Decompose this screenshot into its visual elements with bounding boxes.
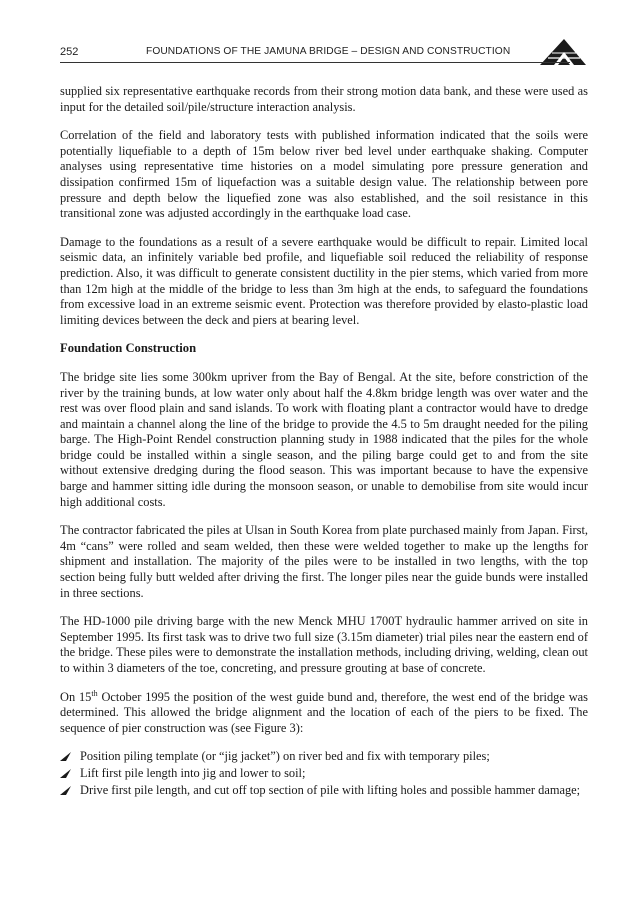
- arrow-bullet-icon: [60, 752, 72, 762]
- arrow-bullet-icon: [60, 786, 72, 796]
- paragraph: Damage to the foundations as a result of a severe earthquake would be difficult to repair. Limited local seismic data, an infinitely variable bed profile, and liquefiable soil reduced the reliability of response prediction. Also, it was difficult to generate consistent ductility in the pier stems, which varied from more than 12m high at the middle of the bridge to less than 3m high at the ends, to safeguard the foundations from excessive load in an extreme seismic event. Protection was therefore provided by elasto-plastic load limiting devices between the deck and piers at bearing level.: [60, 234, 588, 327]
- page-header: [60, 40, 588, 66]
- paragraph: supplied six representative earthquake records from their strong motion data bank, and these were used as input for the detailed soil/pile/structure interaction analysis.: [60, 84, 588, 114]
- running-title: FOUNDATIONS OF THE JAMUNA BRIDGE – DESIGN AND CONSTRUCTION: [146, 46, 511, 57]
- paragraph: Correlation of the field and laboratory tests with published information indicated that the soils were potentially liquefiable to a depth of 15m below river bed level under earthquake shaking. Computer analyses using representative time histories on a model simulating pore pressure generation and dissipation confirmed 15m of liquefaction was a suitable design value. The relationship between pore pressure and depth below the liquefied zone was also established, and the soil resistance in this transitional zone was adjusted accordingly in the earthquake load case.: [60, 128, 588, 221]
- paragraph: The bridge site lies some 300km upriver from the Bay of Bengal. At the site, before constriction of the river by the training bunds, at low water only about half the 4.8km bridge length was over water and the rest was over flood plain and sand islands. To work with floating plant a contractor would have to dredge and maintain a channel along the line of the bridge to provide the 4.5 to 5m draught needed for the piling barge. The High-Point Rendel construction planning study in 1988 indicated that the piles for the whole bridge could be installed within a single season, and the piling barge could get to and from the site without extensive dredging during the flood season. This was important because to have the expensive barge and hammer sitting idle during the monsoon season, or unable to demobilise from site would incur high additional costs.: [60, 369, 588, 509]
- bullet-list: [60, 749, 588, 798]
- text-run: On 15: [60, 689, 92, 704]
- header-rule: [60, 62, 570, 63]
- paragraph: [60, 690, 588, 737]
- list-item: [60, 783, 588, 799]
- list-item: [60, 749, 588, 765]
- list-item-text: Position piling template (or “jig jacket”) on river bed and fix with temporary piles;: [80, 749, 490, 764]
- paragraph: The contractor fabricated the piles at Ulsan in South Korea from plate purchased mainly from Japan. First, 4m “cans” were rolled and seam welded, then these were welded together to make up the lengths for shipment and installation. The majority of the piles were to be installed in two lengths, with the top section being fully butt welded after driving the first. The longer piles near the guide bunds were installed in three sections.: [60, 523, 588, 600]
- text-run: October 1995 the position of the west guide bund and, therefore, the west end of the bridge was determined. This allowed the bridge alignment and the location of each of the piers to be fixed. The sequence of pier construction was (see Figure 3):: [60, 689, 588, 735]
- arrow-bullet-icon: [60, 769, 72, 779]
- paragraph: The HD-1000 pile driving barge with the new Menck MHU 1700T hydraulic hammer arrived on site in September 1995. Its first task was to drive two full size (3.15m diameter) trial piles near the eastern end of the bridge. These piles were to demonstrate the installation methods, including driving, welding, clean out to within 3 diameters of the toe, concreting, and pressure grouting at base of concrete.: [60, 614, 588, 675]
- superscript: th: [91, 688, 98, 698]
- list-item-text: Drive first pile length, and cut off top section of pile with lifting holes and possible hammer damage;: [80, 782, 581, 797]
- body-text: [60, 84, 588, 799]
- list-item-text: Lift first pile length into jig and lower to soil;: [80, 765, 306, 780]
- list-item: [60, 766, 588, 782]
- page-number: 252: [60, 46, 79, 58]
- section-heading: Foundation Construction: [60, 341, 197, 356]
